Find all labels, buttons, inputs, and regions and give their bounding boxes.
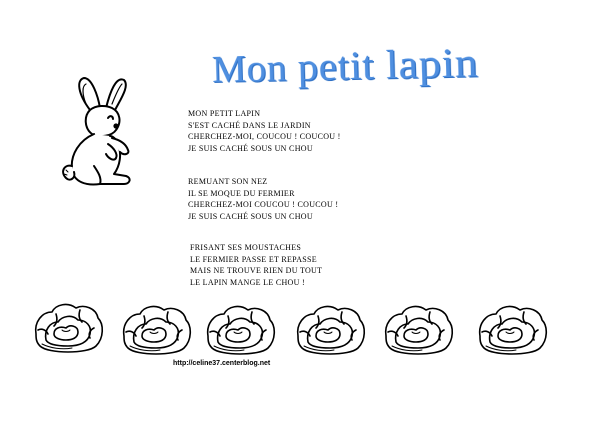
rabbit-icon (50, 74, 160, 194)
stanza-1 (188, 108, 341, 154)
stanza-line: LE FERMIER PASSE ET REPASSE (190, 254, 317, 264)
stanza-line: FRISANT SES MOUSTACHES (190, 243, 302, 252)
cabbage-icon (32, 300, 104, 356)
stanza-line: LE LAPIN MANGE LE CHOU ! (190, 277, 305, 287)
source-url: http://celine37.centerblog.net (173, 360, 271, 367)
stanza-3 (190, 242, 322, 288)
cabbage-icon (204, 302, 276, 358)
stanza-line: JE SUIS CACHÉ SOUS UN CHOU (188, 211, 313, 221)
stanza-line: S'EST CACHÉ DANS LE JARDIN (188, 120, 311, 130)
stanza-line: CHERCHEZ-MOI, COUCOU ! COUCOU ! (188, 132, 341, 141)
stanza-line: JE SUIS CACHÉ SOUS UN CHOU (188, 143, 313, 153)
stanza-line: IL SE MOQUE DU FERMIER (188, 188, 295, 198)
stanza-line: MAIS NE TROUVE RIEN DU TOUT (190, 266, 323, 275)
cabbage-icon (382, 302, 454, 358)
cabbage-icon (120, 302, 192, 358)
cabbage-icon (294, 302, 366, 358)
stanza-line: MON PETIT LAPIN (188, 109, 261, 118)
cabbage-icon (476, 302, 548, 358)
stanza-line: CHERCHEZ-MOI COUCOU ! COUCOU ! (188, 200, 339, 209)
page-title: Mon petit lapin (211, 39, 479, 91)
stanza-line: REMUANT SON NEZ (188, 177, 268, 186)
stanza-2 (188, 176, 338, 222)
